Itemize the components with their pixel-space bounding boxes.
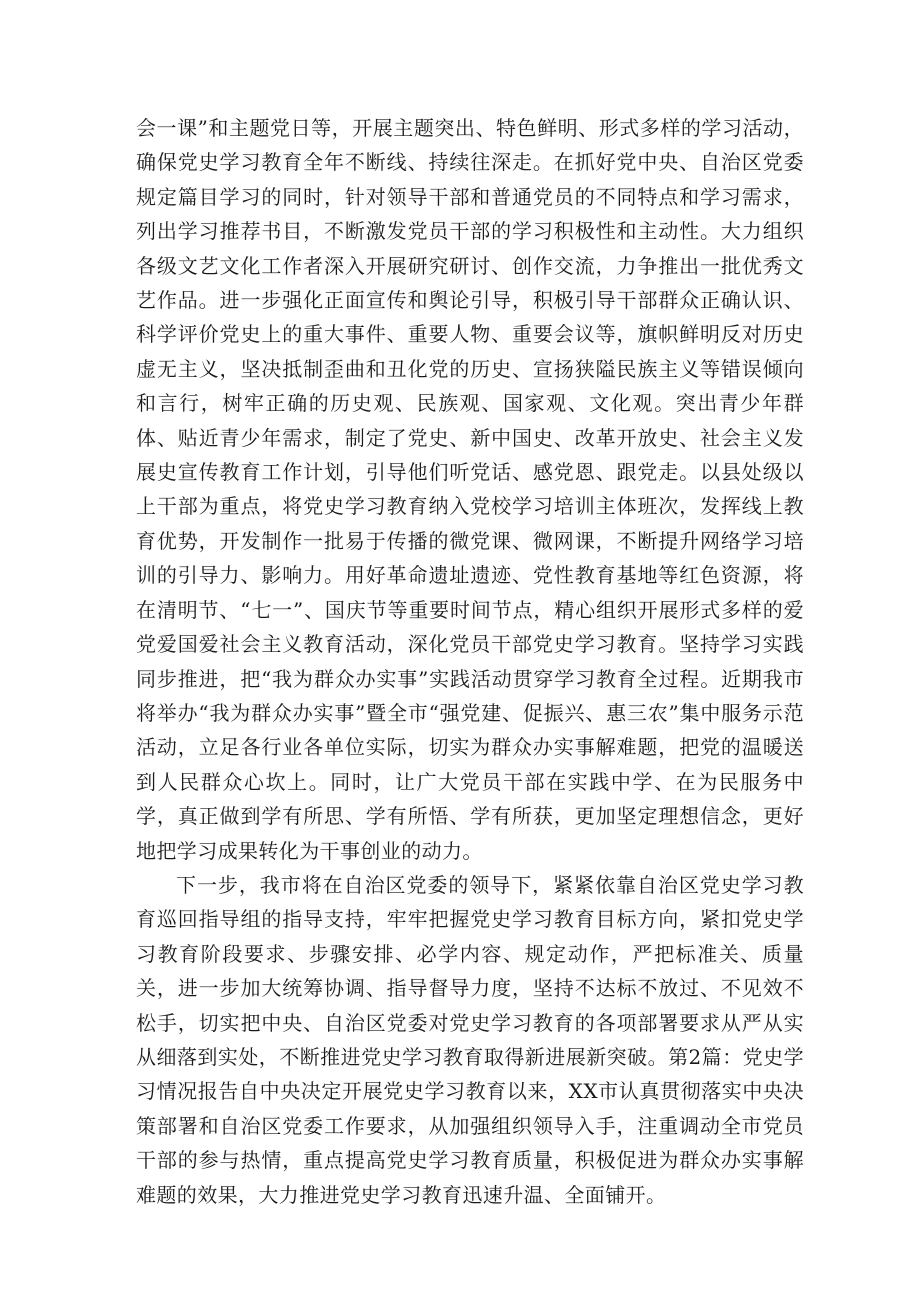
paragraph-continued: 会一课”和主题党日等，开展主题突出、特色鲜明、形式多样的学习活动，确保党史学习教育全年不断线、持续往深走。在抓好党中央、自治区党委规定篇目学习的同时，针对领导干部和普通党员的不同特点和学习需求，列出学习推荐书目，不断激发党员干部的学习积极性和主动性。大力组织各级文艺文化工作者深入开展研究研讨、创作交流，力争推出一批优秀文艺作品。进一步强化正面宣传和舆论引导，积极引导干部群众正确认识、科学评价党史上的重大事件、重要人物、重要会议等，旗帜鲜明反对历史虚无主义，坚决抵制歪曲和丑化党的历史、宣扬狭隘民族主义等错误倾向和言行，树牢正确的历史观、民族观、国家观、文化观。突出青少年群体、贴近青少年需求，制定了党史、新中国史、改革开放史、社会主义发展史宣传教育工作计划，引导他们听党话、感党恩、跟党走。以县处级以上干部为重点，将党史学习教育纳入党校学习培训主体班次，发挥线上教育优势，开发制作一批易于传播的微党课、微网课，不断提升网络学习培训的引导力、影响力。用好革命遗址遗迹、党性教育基地等红色资源，将在清明节、“七一”、国庆节等重要时间节点，精心组织开展形式多样的爱党爱国爱社会主义教育活动，深化党员干部党史学习教育。坚持学习实践同步推进，把“我为群众办实事”实践活动贯穿学习教育全过程。近期我市将举办“我为群众办实事”暨全市“强党建、促振兴、惠三农”集中服务示范活动，立足各行业各单位实际，切实为群众办实事解难题，把党的温暖送到人民群众心坎上。同时，让广大党员干部在实践中学、在为民服务中学，真正做到学有所思、学有所悟、学有所获，更加坚定理想信念，更好地把学习成果转化为干事创业的动力。 bbox=[136, 116, 804, 863]
paragraph-next-steps: 下一步，我市将在自治区党委的领导下，紧紧依靠自治区党史学习教育巡回指导组的指导支持，牢牢把握党史学习教育目标方向，紧扣党史学习教育阶段要求、步骤安排、必学内容、规定动作，严把标准关、质量关，进一步加大统筹协调、指导督导力度，坚持不达标不放过、不见效不松手，切实把中央、自治区党委对党史学习教育的各项部署要求从严从实从细落到实处，不断推进党史学习教育取得新进展新突破。第2篇：党史学习情况报告自中央决定开展党史学习教育以来，XX市认真贯彻落实中央决策部署和自治区党委工作要求，从加强组织领导入手，注重调动全市党员干部的参与热情，重点提高党史学习教育质量，积极促进为群众办实事解难题的效果，大力推进党史学习教育迅速升温、全面铺开。 bbox=[136, 872, 804, 1207]
document-body bbox=[136, 111, 804, 1212]
